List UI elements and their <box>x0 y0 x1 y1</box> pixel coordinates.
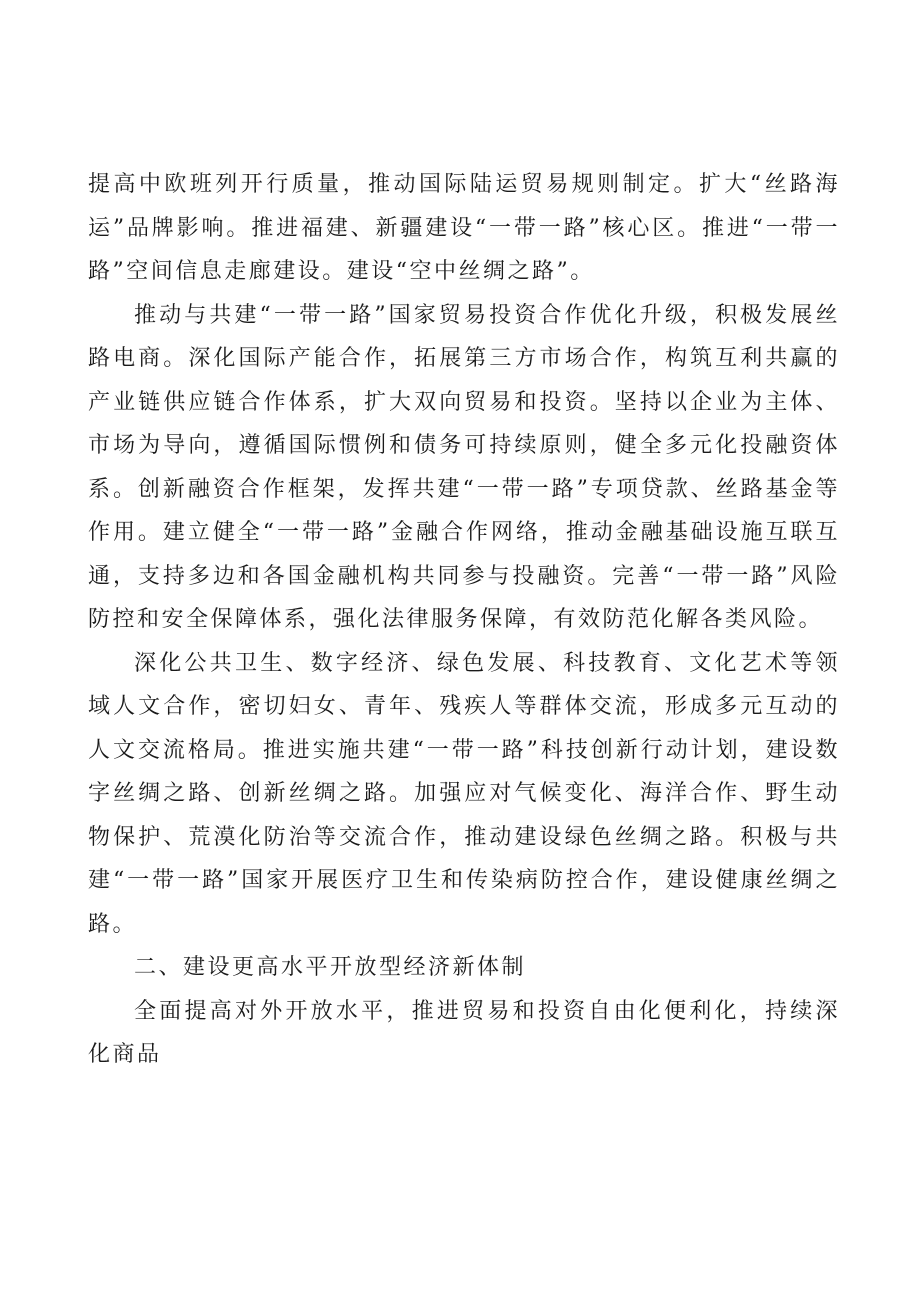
paragraph-continuation: 提高中欧班列开行质量，推动国际陆运贸易规则制定。扩大“丝路海运”品牌影响。推进福建、新疆建设“一带一路”核心区。推进“一带一路”空间信息走廊建设。建设“空中丝绸之路”。 <box>88 172 840 284</box>
paragraph-opening-up: 全面提高对外开放水平，推进贸易和投资自由化便利化，持续深化商品 <box>88 998 840 1067</box>
paragraph-people-exchange: 深化公共卫生、数字经济、绿色发展、科技教育、文化艺术等领域人文合作，密切妇女、青年、残疾人等群体交流，形成多元互动的人文交流格局。推进实施共建“一带一路”科技创新行动计划，建设数字丝绸之路、创新丝绸之路。加强应对气候变化、海洋合作、野生动物保护、荒漠化防治等交流合作，推动建设绿色丝绸之路。积极与共建“一带一路”国家开展医疗卫生和传染病防控合作，建设健康丝绸之路。 <box>88 650 840 937</box>
paragraph-belt-road-trade: 推动与共建“一带一路”国家贸易投资合作优化升级，积极发展丝路电商。深化国际产能合作，拓展第三方市场合作，构筑互利共赢的产业链供应链合作体系，扩大双向贸易和投资。坚持以企业为主体、市场为导向，遵循国际惯例和债务可持续原则，健全多元化投融资体系。创新融资合作框架，发挥共建“一带一路”专项贷款、丝路基金等作用。建立健全“一带一路”金融合作网络，推动金融基础设施互联互通，支持多边和各国金融机构共同参与投融资。完善“一带一路”风险防控和安全保障体系，强化法律服务保障，有效防范化解各类风险。 <box>88 302 840 632</box>
section-heading: 二、建设更高水平开放型经济新体制 <box>134 955 527 980</box>
document-body <box>88 163 840 1077</box>
